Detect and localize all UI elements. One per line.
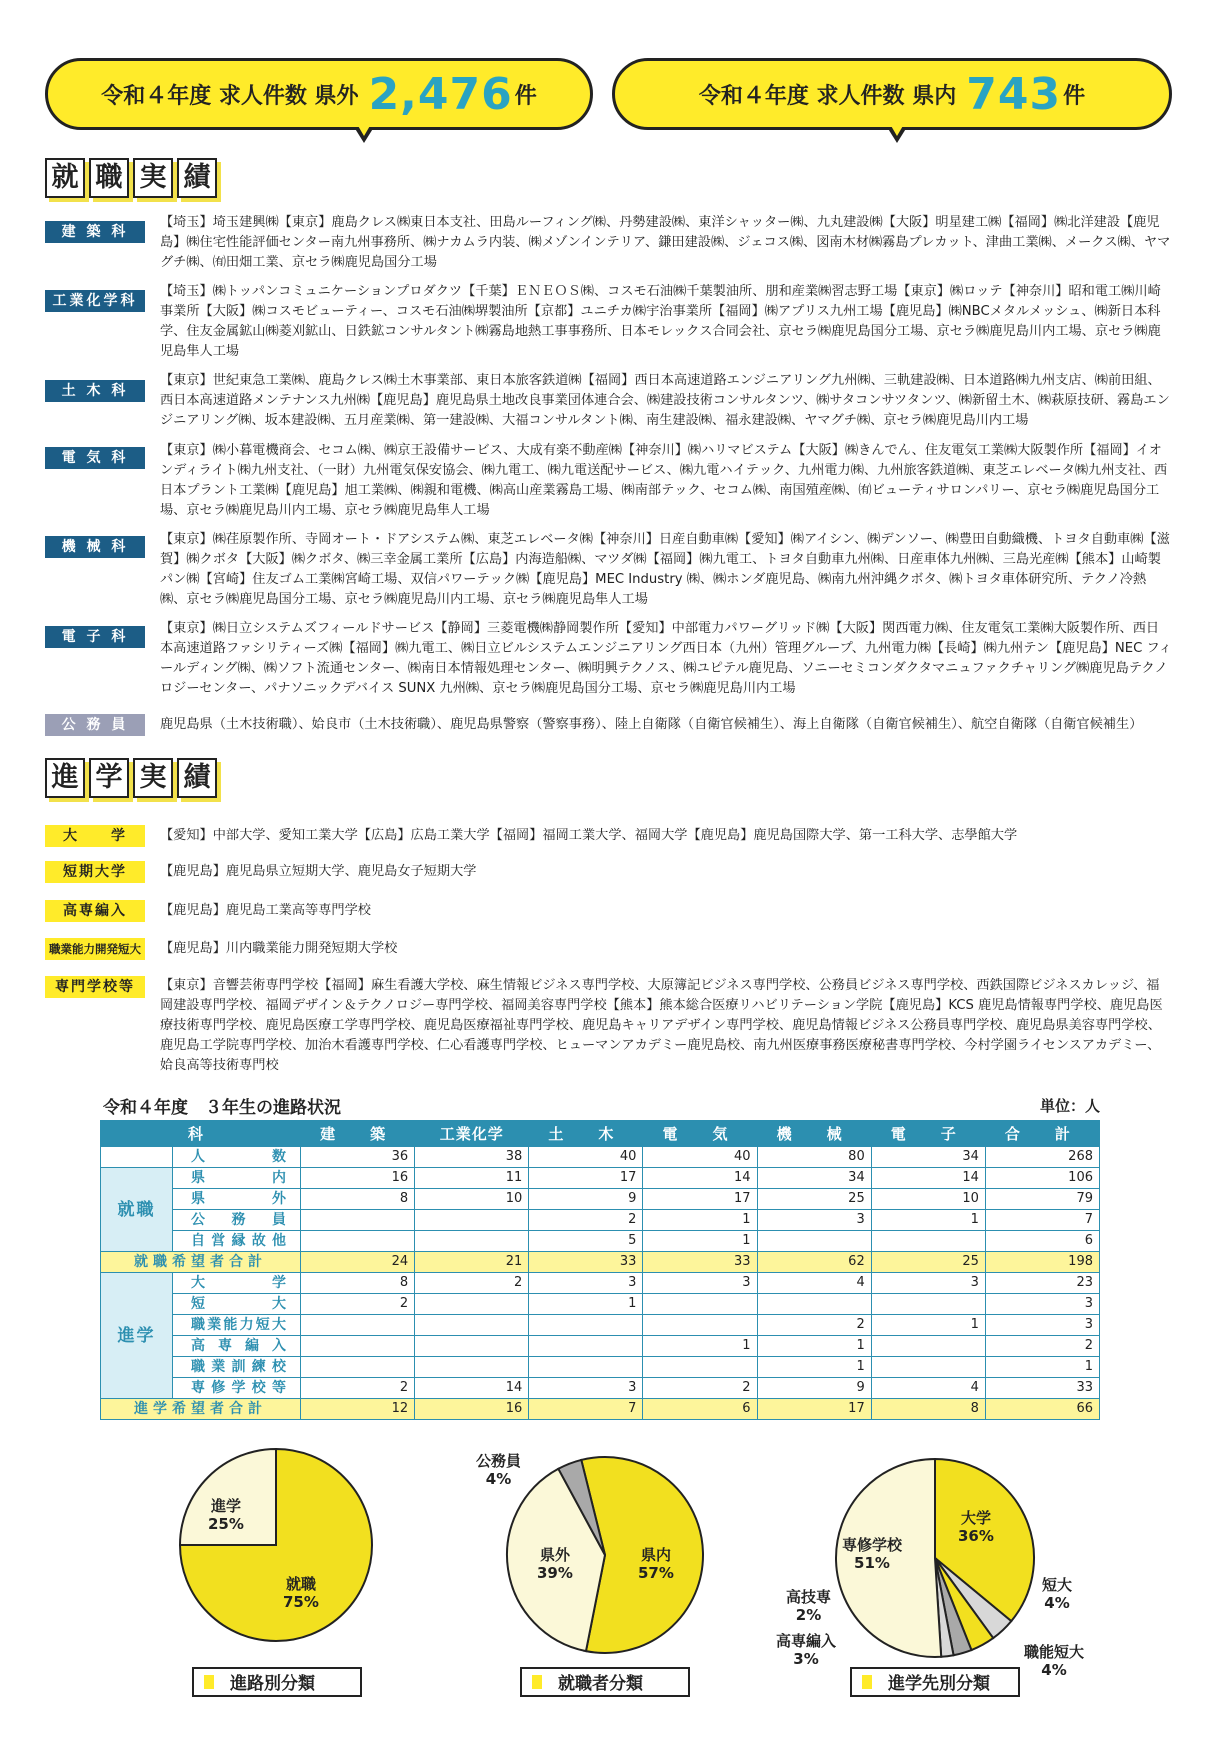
dept-label-civil-service: 公 務 員 [45, 714, 145, 736]
pie2-label-outside: 県外 39% [537, 1546, 573, 1582]
pie2-caption: 就職者分類 [520, 1667, 690, 1697]
cell: 106 [985, 1168, 1099, 1189]
adv-label-junior-college: 短期大学 [45, 861, 145, 883]
table-row [101, 1147, 1100, 1168]
pie3-label-kosen: 高専編入 3% [776, 1632, 837, 1668]
cell: 79 [985, 1189, 1099, 1210]
cell: 268 [985, 1147, 1099, 1168]
row-label: 大 学 [173, 1273, 301, 1294]
row-label: 短 大 [173, 1294, 301, 1315]
row-label: 自営縁故他 [173, 1231, 301, 1252]
cell: 198 [985, 1252, 1099, 1273]
cell: 1 [529, 1294, 643, 1315]
cell [757, 1231, 871, 1252]
cell: 1 [871, 1315, 985, 1336]
adv-label-vocational-college: 職業能力開発短大 [45, 938, 145, 960]
cell: 6 [985, 1231, 1099, 1252]
banner-inside-prefecture [612, 58, 1172, 130]
cell: 2 [643, 1378, 757, 1399]
pie3-label-junior-college: 短大 4% [1042, 1576, 1073, 1612]
cell: 1 [643, 1210, 757, 1231]
dept-text-architecture: 【埼玉】埼玉建興㈱【東京】鹿島クレス㈱東日本支社、田島ルーフィング㈱、丹勢建設㈱、東洋シャッター㈱、九丸建設㈱【大阪】明星建工㈱【福岡】㈱北洋建設【鹿児島】㈱住宅性能評価センター南九州事務所、㈱ナカムラ内装、㈱メゾンインテリア、鎌田建設㈱、ジェコス㈱、図南木材㈱霧島プレカット、津曲工業㈱、メークス㈱、ヤマグチ㈱、㈲田畑工業、京セラ㈱鹿児島国分工場 [160, 215, 1171, 270]
cell [871, 1357, 985, 1378]
cell: 17 [529, 1168, 643, 1189]
cell [529, 1315, 643, 1336]
cell: 24 [301, 1252, 415, 1273]
banner-outside-prefecture [45, 58, 593, 130]
pie3-label-university: 大学 36% [958, 1509, 994, 1545]
pie2-label-civil-service: 公務員 4% [476, 1452, 522, 1488]
table-total-row [101, 1252, 1100, 1273]
header-cell: 工業化学 [415, 1121, 529, 1147]
cell: 7 [985, 1210, 1099, 1231]
adv-text-junior-college: 【鹿児島】鹿児島県立短期大学、鹿児島女子短期大学 [160, 864, 477, 879]
pie1-caption: 進路別分類 [192, 1667, 362, 1697]
dept-label-machine: 機 械 科 [45, 536, 145, 558]
cell [415, 1231, 529, 1252]
adv-text-vocational-school: 【東京】音響芸術専門学校【福岡】麻生看護大学校、麻生情報ビジネス専門学校、大原簿記ビジネス専門学校、公務員ビジネス専門学校、西鉄国際ビジネスカレッジ、福岡建設専門学校、福岡デザイン＆テクノロジー専門学校、福岡美容専門学校【熊本】熊本総合医療リハビリテーション学院【鹿児島】KCS 鹿児島情報専門学校、鹿児島医療技術専門学校、鹿児島医療工学専門学校、鹿児島医療福祉専門学校、鹿児島キャリアデザイン専門学校、鹿児島情報ビジネス公務員専門学校、鹿児島県美容専門学校、鹿児島工学院専門学校、加治木看護専門学校、仁心看護専門学校、ヒューマンアカデミー鹿児島校、南九州医療事務医療秘書専門学校、今村学園ライセンスアカデミー、姶良高等技術専門校 [160, 978, 1163, 1073]
table-unit: 単位：人 [1040, 1097, 1101, 1115]
cell: 1 [643, 1231, 757, 1252]
table-row [101, 1378, 1100, 1399]
cell: 2 [985, 1336, 1099, 1357]
table-row [101, 1273, 1100, 1294]
cell [871, 1336, 985, 1357]
cell: 1 [871, 1210, 985, 1231]
cell: 16 [301, 1168, 415, 1189]
dept-text-electronics: 【東京】㈱日立システムズフィールドサービス【静岡】三菱電機㈱静岡製作所【愛知】中部電力パワーグリッド㈱【大阪】関西電力㈱、住友電気工業㈱大阪製作所、西日本高速道路ファシリティーズ㈱【福岡】㈱九電工、㈱日立ビルシステムエンジニアリング西日本（九州）管理グループ、九州電力㈱【長崎】㈱九州テン【鹿児島】NEC フィールディング㈱、㈱ソフト流通センター、㈱南日本情報処理センター、㈱明興テクノス、㈱ユピテル鹿児島、ソニーセミコンダクタマニュファクチャリング㈱鹿児島テクノロジーセンター、パナソニックデバイス SUNX 九州㈱、京セラ㈱鹿児島国分工場、京セラ㈱鹿児島川内工場 [160, 621, 1172, 696]
header-cell: 電 子 [871, 1121, 985, 1147]
dept-text-chemistry: 【埼玉】㈱トッパンコミュニケーションプロダクツ【千葉】ＥＮＥＯＳ㈱、コスモ石油㈱千葉製油所、朋和産業㈱習志野工場【東京】㈱ロッテ【神奈川】昭和電工㈱川崎事業所【大阪】㈱コスモビューティー、コスモ石油㈱堺製油所【京都】ユニチカ㈱宇治事業所【福岡】㈱アプリス九州工場【鹿児島】㈱NBCメタルメッシュ、㈱新日本科学、住友金属鉱山㈱菱刈鉱山、日鉄鉱コンサルタント㈱霧島地熱工事事務所、日本モレックス合同会社、京セラ㈱鹿児島国分工場、京セラ㈱鹿児島川内工場、京セラ㈱鹿児島隼人工場 [160, 284, 1161, 359]
cell: 9 [757, 1378, 871, 1399]
cell: 8 [871, 1399, 985, 1420]
cell [529, 1357, 643, 1378]
pie1-label-advancement: 進学 25% [208, 1497, 244, 1533]
banner-number: 743 [966, 68, 1062, 120]
cell: 4 [871, 1378, 985, 1399]
cell [301, 1210, 415, 1231]
dept-text-civil: 【東京】世紀東急工業㈱、鹿島クレス㈱土木事業部、東日本旅客鉄道㈱【福岡】西日本高速道路エンジニアリング九州㈱、三軌建設㈱、日本道路㈱九州支店、㈱前田組、西日本高速道路メンテナンス九州㈱【鹿児島】鹿児島県土地改良事業団体連合会、㈱建設技術コンサルタンツ、㈱サタコンサツタンツ、㈱新留土木、㈱萩原技研、霧島エンジニアリング㈱、坂本建設㈱、五月産業㈱、第一建設㈱、大福コンサルタント㈱、南生建設㈱、福永建設㈱、ヤマグチ㈱、京セラ㈱鹿児島川内工場 [160, 373, 1170, 428]
table-row [101, 1210, 1100, 1231]
row-label: 県 内 [173, 1168, 301, 1189]
cell: 3 [985, 1294, 1099, 1315]
pie3-caption: 進学先別分類 [850, 1667, 1020, 1697]
header-cell: 機 械 [757, 1121, 871, 1147]
pie3-label-technical: 高技専 2% [786, 1588, 832, 1624]
employment-heading [45, 158, 221, 198]
cell: 3 [529, 1378, 643, 1399]
table-row [101, 1189, 1100, 1210]
cell [529, 1336, 643, 1357]
cell: 4 [757, 1273, 871, 1294]
cell: 3 [871, 1273, 985, 1294]
cell: 34 [757, 1168, 871, 1189]
table-row [101, 1315, 1100, 1336]
heading-char: 実 [133, 158, 173, 198]
cell: 8 [301, 1273, 415, 1294]
banner-prefix: 令和４年度 求人件数 県内 [698, 83, 957, 109]
table-row [101, 1357, 1100, 1378]
cell: 16 [415, 1399, 529, 1420]
cell [643, 1294, 757, 1315]
row-label: 進学希望者合計 [101, 1399, 301, 1420]
dept-text-electric: 【東京】㈱小暮電機商会、セコム㈱、㈱京王設備サービス、大成有楽不動産㈱【神奈川】㈱ハリマビステム【大阪】㈱きんでん、住友電気工業㈱大阪製作所【福岡】イオンディライト㈱九州支社、（一財）九州電気保安協会、㈱九電工、㈱九電送配サービス、㈱九電ハイテック、九州電力㈱、九州旅客鉄道㈱、東芝エレベータ㈱九州支社、西日本プラント工業㈱【鹿児島】旭工業㈱、㈱親和電機、㈱高山産業霧島工場、㈱南部テック、セコム㈱、南国殖産㈱、㈲ビューティサロンパリー、京セラ㈱鹿児島国分工場、京セラ㈱鹿児島川内工場、京セラ㈱鹿児島隼人工場 [160, 443, 1168, 518]
table-total-row [101, 1399, 1100, 1420]
dept-label-civil: 土 木 科 [45, 380, 145, 402]
cell: 25 [757, 1189, 871, 1210]
cell: 14 [871, 1168, 985, 1189]
pie1-label-employment: 就職 75% [283, 1575, 319, 1611]
group-label-advancement: 進学 [101, 1273, 173, 1399]
cell: 1 [643, 1336, 757, 1357]
banner-prefix: 令和４年度 求人件数 県外 [101, 83, 359, 109]
cell: 8 [301, 1189, 415, 1210]
row-label: 公 務 員 [173, 1210, 301, 1231]
cell [415, 1315, 529, 1336]
table-row [101, 1168, 1100, 1189]
adv-text-vocational-college: 【鹿児島】川内職業能力開発短期大学校 [160, 941, 398, 956]
cell: 21 [415, 1252, 529, 1273]
cell: 3 [985, 1315, 1099, 1336]
pie-charts [0, 1430, 1218, 1750]
cell: 10 [415, 1189, 529, 1210]
banner-number: 2,476 [368, 68, 513, 120]
cell: 12 [301, 1399, 415, 1420]
cell: 7 [529, 1399, 643, 1420]
pie3-label-vocational-college: 職能短大 4% [1024, 1643, 1085, 1679]
heading-char: 績 [177, 158, 217, 198]
table-row [101, 1294, 1100, 1315]
dept-label-electronics: 電 子 科 [45, 626, 145, 648]
cell [871, 1231, 985, 1252]
adv-label-vocational-school: 専門学校等 [45, 976, 145, 998]
cell: 34 [871, 1147, 985, 1168]
cell: 5 [529, 1231, 643, 1252]
cell: 40 [643, 1147, 757, 1168]
adv-text-university: 【愛知】中部大学、愛知工業大学【広島】広島工業大学【福岡】福岡工業大学、福岡大学【鹿児島】鹿児島国際大学、第一工科大学、志學館大学 [160, 828, 1018, 843]
cell: 1 [757, 1357, 871, 1378]
heading-char: 学 [89, 758, 129, 798]
cell [301, 1315, 415, 1336]
cell: 25 [871, 1252, 985, 1273]
dept-label-architecture: 建 築 科 [45, 221, 145, 243]
table-header-row [101, 1121, 1100, 1147]
adv-label-university: 大 学 [45, 825, 145, 847]
cell [301, 1357, 415, 1378]
cell: 2 [415, 1273, 529, 1294]
dept-label-chemistry: 工業化学科 [45, 290, 145, 312]
header-cell: 建 築 [301, 1121, 415, 1147]
cell: 14 [643, 1168, 757, 1189]
table-row [101, 1231, 1100, 1252]
row-label: 高専編入 [173, 1336, 301, 1357]
banner-suffix: 件 [514, 83, 537, 109]
cell: 36 [301, 1147, 415, 1168]
cell: 1 [757, 1336, 871, 1357]
cell [301, 1231, 415, 1252]
table-row [101, 1336, 1100, 1357]
cell: 2 [301, 1294, 415, 1315]
pie3-label-vocational-school: 専修学校 51% [842, 1536, 903, 1572]
row-label: 職業訓練校 [173, 1357, 301, 1378]
cell: 3 [757, 1210, 871, 1231]
cell [415, 1336, 529, 1357]
cell: 62 [757, 1252, 871, 1273]
cell: 33 [529, 1252, 643, 1273]
cell: 10 [871, 1189, 985, 1210]
row-label: 人 数 [173, 1147, 301, 1168]
cell: 80 [757, 1147, 871, 1168]
advancement-heading [45, 758, 221, 798]
table-title: 令和４年度 ３年生の進路状況 [103, 1098, 341, 1118]
cell: 9 [529, 1189, 643, 1210]
cell: 23 [985, 1273, 1099, 1294]
adv-text-kosen: 【鹿児島】鹿児島工業高等専門学校 [160, 903, 371, 918]
cell: 6 [643, 1399, 757, 1420]
career-table [100, 1120, 1100, 1420]
row-label: 専修学校等 [173, 1378, 301, 1399]
group-label-employment: 就職 [101, 1168, 173, 1252]
cell: 40 [529, 1147, 643, 1168]
heading-char: 実 [133, 758, 173, 798]
heading-char: 職 [89, 158, 129, 198]
row-label: 県 外 [173, 1189, 301, 1210]
cell [415, 1294, 529, 1315]
heading-char: 績 [177, 758, 217, 798]
cell: 2 [757, 1315, 871, 1336]
cell [415, 1210, 529, 1231]
dept-text-machine: 【東京】㈱荏原製作所、寺岡オート・ドアシステム㈱、東芝エレベータ㈱【神奈川】日産自動車㈱【愛知】㈱アイシン、㈱デンソー、㈱豊田自動織機、トヨタ自動車㈱【滋賀】㈱クボタ【大阪】㈱クボタ、㈱三幸金属工業所【広島】内海造船㈱、マツダ㈱【福岡】㈱九電工、トヨタ自動車九州㈱、日産車体九州㈱、三島光産㈱【熊本】山崎製パン㈱【宮崎】住友ゴム工業㈱宮崎工場、双信パワーテック㈱【鹿児島】MEC Industry ㈱、㈱ホンダ鹿児島、㈱南九州沖縄クボタ、㈱トヨタ車体研究所、テクノ冷熱㈱、京セラ㈱鹿児島国分工場、京セラ㈱鹿児島川内工場、京セラ㈱鹿児島隼人工場 [160, 532, 1170, 607]
cell: 3 [529, 1273, 643, 1294]
cell [871, 1294, 985, 1315]
cell: 3 [643, 1273, 757, 1294]
banner-suffix: 件 [1063, 83, 1086, 109]
cell: 1 [985, 1357, 1099, 1378]
heading-char: 進 [45, 758, 85, 798]
cell: 2 [529, 1210, 643, 1231]
row-label: 職業能力短大 [173, 1315, 301, 1336]
cell [757, 1294, 871, 1315]
dept-text-civil-service: 鹿児島県（土木技術職）、姶良市（土木技術職）、鹿児島県警察（警察事務）、陸上自衛隊（自衛官候補生）、海上自衛隊（自衛官候補生）、航空自衛隊（自衛官候補生） [160, 717, 1143, 732]
adv-label-kosen: 高専編入 [45, 900, 145, 922]
header-cell: 科 [101, 1121, 301, 1147]
cell [643, 1357, 757, 1378]
cell [301, 1336, 415, 1357]
dept-label-electric: 電 気 科 [45, 447, 145, 469]
cell: 14 [415, 1378, 529, 1399]
cell: 66 [985, 1399, 1099, 1420]
cell: 38 [415, 1147, 529, 1168]
cell [643, 1315, 757, 1336]
cell: 17 [643, 1189, 757, 1210]
header-cell: 合 計 [985, 1121, 1099, 1147]
cell: 2 [301, 1378, 415, 1399]
cell: 11 [415, 1168, 529, 1189]
row-label: 就職希望者合計 [101, 1252, 301, 1273]
heading-char: 就 [45, 158, 85, 198]
cell: 17 [757, 1399, 871, 1420]
header-cell: 電 気 [643, 1121, 757, 1147]
cell [415, 1357, 529, 1378]
pie2-label-inside: 県内 57% [638, 1546, 674, 1582]
cell: 33 [643, 1252, 757, 1273]
cell: 33 [985, 1378, 1099, 1399]
header-cell: 土 木 [529, 1121, 643, 1147]
